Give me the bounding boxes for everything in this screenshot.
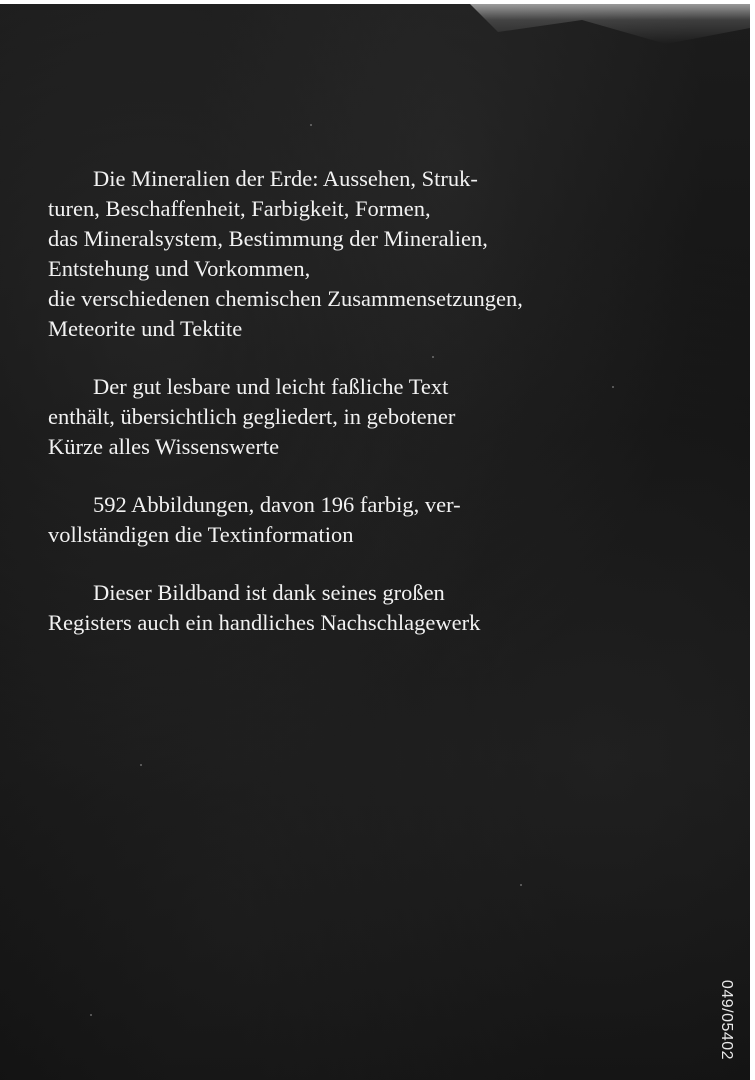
paragraph-readability	[48, 372, 628, 462]
text-line: Dieser Bildband ist dank seines großen	[93, 580, 445, 605]
text-line: die verschiedenen chemischen Zusammensetzungen,	[48, 286, 523, 311]
back-cover	[0, 4, 750, 1080]
catalog-number-text: 049/05402	[718, 979, 735, 1061]
catalog-number	[706, 980, 746, 1060]
text-line: 592 Abbildungen, davon 196 farbig, ver-	[93, 492, 461, 517]
dust-speck	[520, 884, 522, 886]
paragraph-illustrations	[48, 490, 628, 550]
text-line: Der gut lesbare und leicht faßliche Text	[93, 374, 449, 399]
dust-speck	[90, 1014, 92, 1016]
paragraph-topics	[48, 164, 628, 344]
text-line: Registers auch ein handliches Nachschlagewerk	[48, 610, 481, 635]
text-line: das Mineralsystem, Bestimmung der Mineralien,	[48, 226, 488, 251]
dust-speck	[140, 764, 142, 766]
paragraph-reference	[48, 578, 628, 638]
dust-speck	[310, 124, 312, 126]
blurb-text	[48, 164, 628, 666]
text-line: Meteorite und Tektite	[48, 316, 243, 341]
text-line: Entstehung und Vorkommen,	[48, 256, 311, 281]
text-line: turen, Beschaffenheit, Farbigkeit, Formen,	[48, 196, 431, 221]
reflection-glare	[470, 4, 750, 44]
text-line: Die Mineralien der Erde: Aussehen, Struk-	[93, 166, 478, 191]
text-line: Kürze alles Wissenswerte	[48, 434, 280, 459]
text-line: enthält, übersichtlich gegliedert, in gebotener	[48, 404, 456, 429]
text-line: vollständigen die Textinformation	[48, 522, 354, 547]
